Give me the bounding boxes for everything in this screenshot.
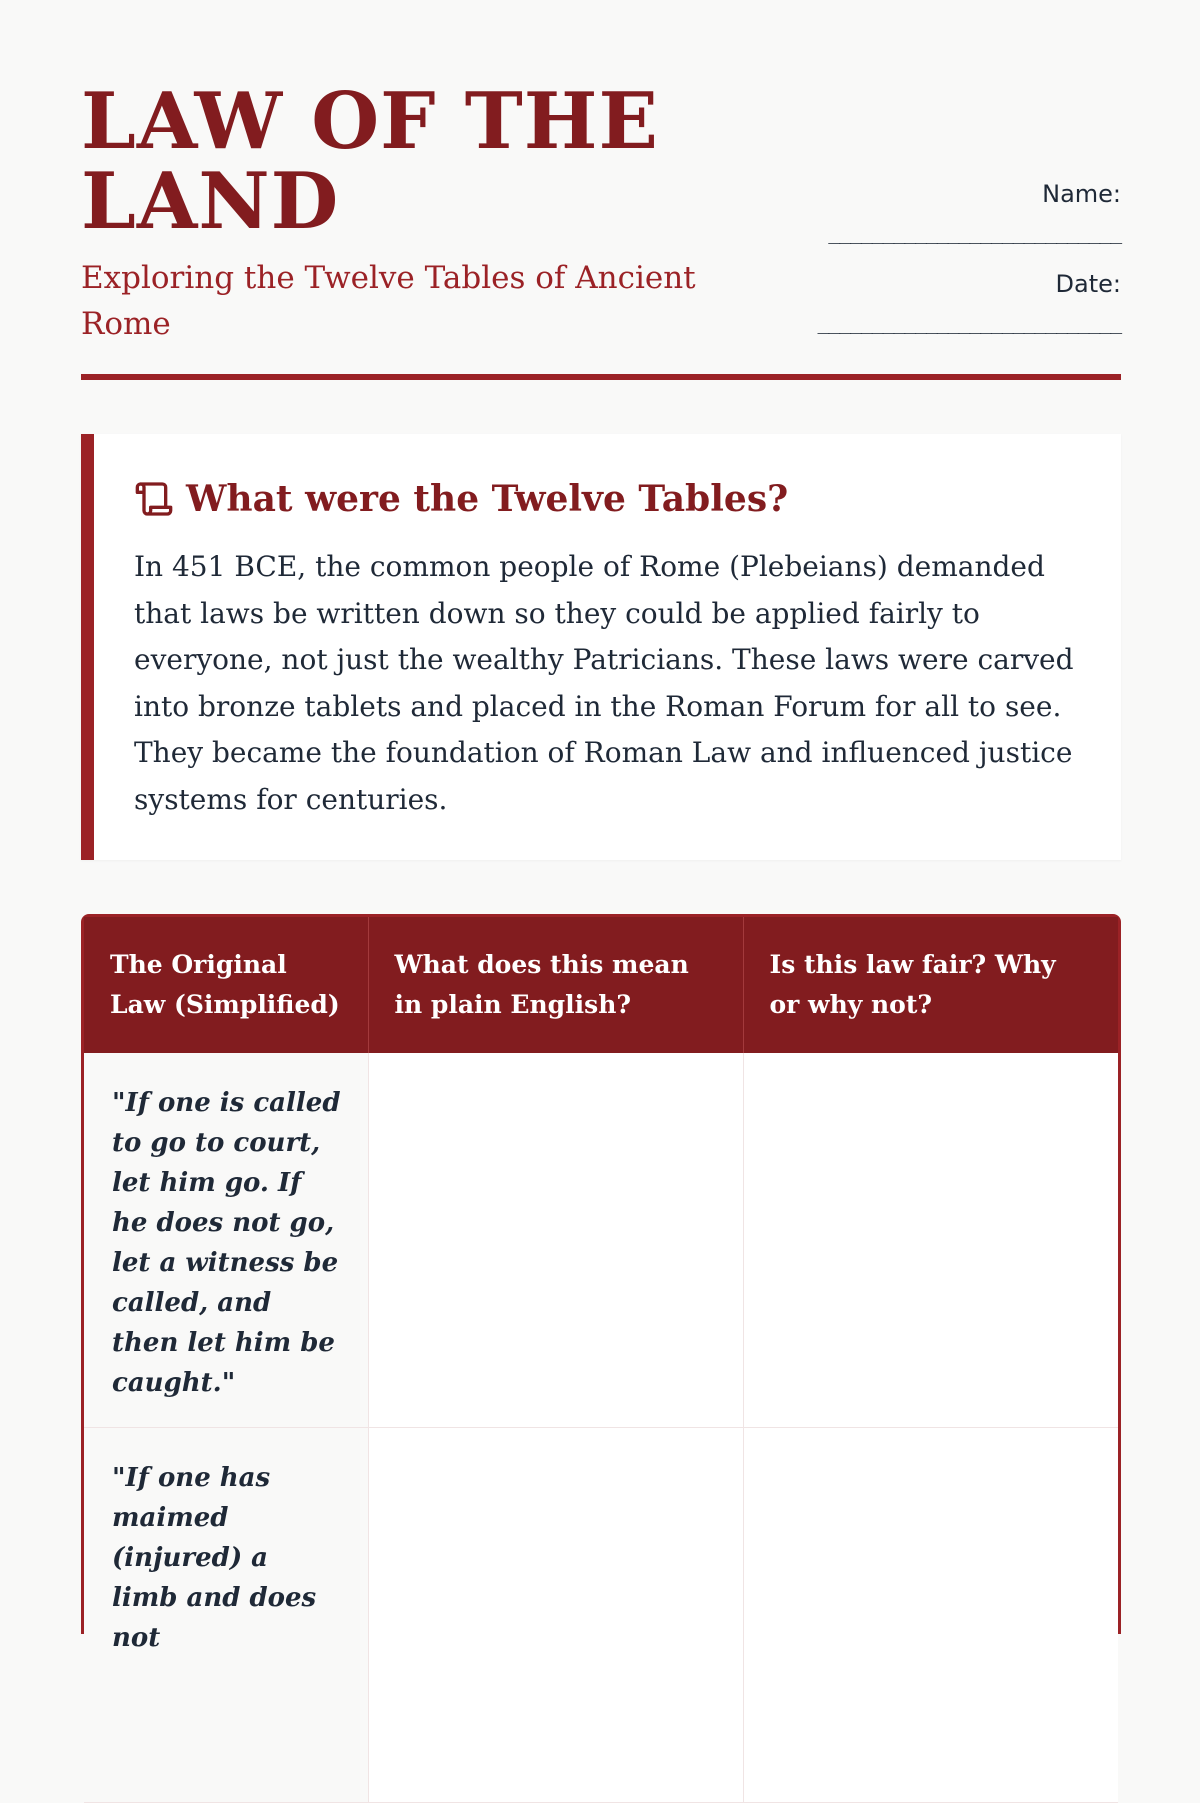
scroll-icon: [134, 479, 174, 519]
name-label: Name:: [1042, 180, 1121, 208]
name-field[interactable]: ___________________________: [828, 220, 1121, 244]
page-title: LAW OF THE LAND: [81, 76, 659, 247]
fairness-answer-cell[interactable]: [743, 1053, 1118, 1428]
table-row: [84, 1428, 1118, 1803]
table-row: [84, 1053, 1118, 1428]
header-divider: [81, 374, 1121, 380]
column-header-original-law: The Original Law (Simplified): [84, 917, 368, 1053]
date-field[interactable]: ____________________________: [817, 310, 1121, 334]
law-text-cell: "If one is called to go to court, let him go. If he does not go, let a witness be called, and then let him be caught.": [84, 1053, 368, 1428]
intro-heading-row: [134, 478, 788, 520]
date-label: Date:: [1055, 270, 1121, 298]
intro-callout: [81, 434, 1121, 860]
intro-body: In 451 BCE, the common people of Rome (Plebeians) demanded that laws be written down so they could be applied fairly to everyone, not just the wealthy Patricians. These laws were carved into bronze tablets and placed in the Roman Forum for all to see. They became the foundation of Roman Law and influenced justice systems for centuries.: [134, 550, 1074, 816]
column-header-plain-english: What does this mean in plain English?: [368, 917, 743, 1053]
laws-table: [81, 914, 1121, 1653]
student-info: [701, 176, 1121, 356]
table-header-row: [84, 917, 1118, 1053]
worksheet-header: [81, 0, 1121, 382]
law-text-cell: "If one has maimed (injured) a limb and does not: [84, 1428, 368, 1803]
intro-heading: What were the Twelve Tables?: [186, 478, 789, 520]
fairness-answer-cell[interactable]: [743, 1428, 1118, 1803]
worksheet-page: [81, 0, 1121, 1653]
page-subtitle: Exploring the Twelve Tables of Ancient Rome: [81, 260, 696, 342]
column-header-fairness: Is this law fair? Why or why not?: [743, 917, 1118, 1053]
meaning-answer-cell[interactable]: [368, 1053, 743, 1428]
meaning-answer-cell[interactable]: [368, 1428, 743, 1803]
